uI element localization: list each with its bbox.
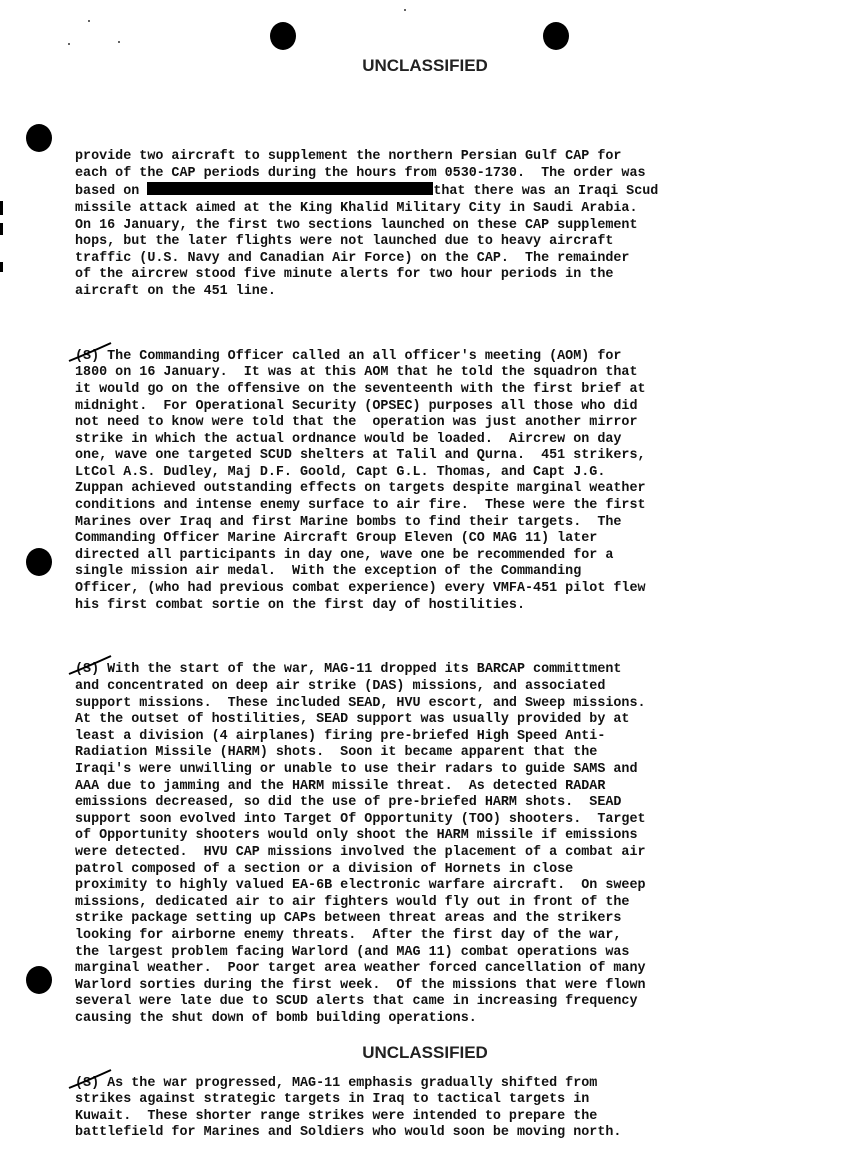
text-line: support soon evolved into Target Of Opportunity (TOO) shooters. Target bbox=[75, 811, 646, 827]
paragraph-first-line: The Commanding Officer called an all officer's meeting (AOM) for bbox=[99, 348, 622, 364]
strike-through-mark bbox=[69, 654, 113, 676]
text-line: proximity to highly valued EA-6B electronic warfare aircraft. On sweep bbox=[75, 878, 646, 894]
strike-through-mark bbox=[69, 341, 113, 363]
text-line: missile attack aimed at the King Khalid Military City in Saudi Arabia. bbox=[75, 200, 638, 216]
text-line: missions, dedicated air to air fighters would fly out in front of the bbox=[75, 894, 630, 910]
text-line: his first combat sortie on the first day of hostilities. bbox=[75, 597, 525, 613]
classification-footer: UNCLASSIFIED bbox=[362, 1043, 488, 1062]
text-line: Iraqi's were unwilling or unable to use their radars to guide SAMS and bbox=[75, 761, 638, 777]
text-line: LtCol A.S. Dudley, Maj D.F. Goold, Capt G.L. Thomas, and Capt J.G. bbox=[75, 464, 606, 480]
paragraph-first-line: With the start of the war, MAG-11 dropped its BARCAP committment bbox=[99, 662, 622, 678]
scan-speck bbox=[404, 9, 406, 11]
text-line: Zuppan achieved outstanding effects on targets despite marginal weather bbox=[75, 481, 646, 497]
text-line: traffic (U.S. Navy and Canadian Air Force) on the CAP. The remainder bbox=[75, 250, 630, 266]
strike-through-mark bbox=[69, 1068, 113, 1090]
paragraph-3 bbox=[75, 662, 795, 1027]
scan-speck bbox=[88, 20, 90, 22]
text-line: each of the CAP periods during the hours from 0530-1730. The order was bbox=[75, 165, 646, 181]
text-line: Marines over Iraq and first Marine bombs to find their targets. The bbox=[75, 514, 622, 530]
struck-classification-marking: (S) bbox=[75, 662, 99, 679]
paragraph-2 bbox=[75, 349, 795, 615]
text-line: the largest problem facing Warlord (and MAG 11) combat operations was bbox=[75, 944, 630, 960]
text-line: several were late due to SCUD alerts that came in increasing frequency bbox=[75, 994, 638, 1010]
text-line: AAA due to jamming and the HARM missile threat. As detected RADAR bbox=[75, 778, 606, 794]
scan-speck bbox=[68, 43, 70, 45]
struck-classification-marking: (S) bbox=[75, 349, 99, 366]
document-body bbox=[75, 116, 795, 1174]
text-line: conditions and intense enemy surface to air fire. These were the first bbox=[75, 498, 646, 514]
text-line: strike package setting up CAPs between threat areas and the strikers bbox=[75, 911, 622, 927]
redaction-block bbox=[147, 182, 433, 195]
text-line: it would go on the offensive on the seventeenth with the first brief at bbox=[75, 381, 646, 397]
text-line: 1800 on 16 January. It was at this AOM that he told the squadron that bbox=[75, 365, 638, 381]
change-bar bbox=[0, 223, 3, 235]
text-line-start: based on bbox=[75, 184, 148, 200]
text-line: Warlord sorties during the first week. Of the missions that were flown bbox=[75, 977, 646, 993]
struck-classification-marking: (S) bbox=[75, 1076, 99, 1093]
text-line: battlefield for Marines and Soldiers who would soon be moving north. bbox=[75, 1125, 622, 1141]
text-line: directed all participants in day one, wave one be recommended for a bbox=[75, 547, 614, 563]
scan-speck bbox=[118, 41, 120, 43]
text-line: hops, but the later flights were not launched due to heavy aircraft bbox=[75, 234, 614, 250]
text-line: and concentrated on deep air strike (DAS) missions, and associated bbox=[75, 679, 606, 694]
text-line: emissions decreased, so did the use of pre-briefed HARM shots. SEAD bbox=[75, 795, 622, 811]
text-line: single mission air medal. With the exception of the Commanding bbox=[75, 564, 582, 580]
text-line: Kuwait. These shorter range strikes were intended to prepare the bbox=[75, 1108, 598, 1124]
punch-hole-margin-1 bbox=[26, 124, 52, 152]
paragraph-1 bbox=[75, 149, 795, 300]
text-line: support missions. These included SEAD, HVU escort, and Sweep missions. bbox=[75, 695, 646, 711]
text-line: of the aircrew stood five minute alerts for two hour periods in the bbox=[75, 267, 614, 283]
classification-header: UNCLASSIFIED bbox=[362, 56, 488, 75]
text-line: patrol composed of a section or a division of Hornets in close bbox=[75, 861, 574, 877]
text-line: At the outset of hostilities, SEAD support was usually provided by at bbox=[75, 712, 630, 728]
text-line: provide two aircraft to supplement the northern Persian Gulf CAP for bbox=[75, 149, 622, 165]
punch-hole-margin-3 bbox=[26, 966, 52, 994]
punch-hole-margin-2 bbox=[26, 548, 52, 576]
punch-hole-top-left bbox=[270, 22, 296, 50]
text-line: looking for airborne enemy threats. After the first day of the war, bbox=[75, 927, 622, 943]
text-line: strike in which the actual ordnance would be loaded. Aircrew on day bbox=[75, 431, 622, 447]
text-line: Commanding Officer Marine Aircraft Group Eleven (CO MAG 11) later bbox=[75, 531, 598, 547]
text-line: aircraft on the 451 line. bbox=[75, 283, 276, 299]
text-line: midnight. For Operational Security (OPSEC) purposes all those who did bbox=[75, 398, 638, 414]
text-line: On 16 January, the first two sections launched on these CAP supplement bbox=[75, 217, 638, 233]
paragraph-first-line: As the war progressed, MAG-11 emphasis gradually shifted from bbox=[99, 1075, 598, 1091]
text-line: causing the shut down of bomb building operations. bbox=[75, 1010, 477, 1026]
paragraph-4 bbox=[75, 1076, 795, 1142]
text-line: one, wave one targeted SCUD shelters at Talil and Qurna. 451 strikers, bbox=[75, 448, 646, 464]
text-line: Officer, (who had previous combat experience) every VMFA-451 pilot flew bbox=[75, 581, 646, 597]
text-line: were detected. HVU CAP missions involved the placement of a combat air bbox=[75, 844, 646, 860]
text-line: not need to know were told that the operation was just another mirror bbox=[75, 415, 638, 431]
text-line: strikes against strategic targets in Iraq to tactical targets in bbox=[75, 1092, 590, 1108]
punch-hole-top-right bbox=[543, 22, 569, 50]
text-line: Radiation Missile (HARM) shots. Soon it became apparent that the bbox=[75, 745, 598, 761]
text-line: marginal weather. Poor target area weather forced cancellation of many bbox=[75, 961, 646, 977]
text-line: of Opportunity shooters would only shoot the HARM missile if emissions bbox=[75, 828, 638, 844]
change-bar bbox=[0, 262, 3, 272]
text-line-end: that there was an Iraqi Scud bbox=[433, 184, 659, 200]
text-line: least a division (4 airplanes) firing pre-briefed High Speed Anti- bbox=[75, 728, 606, 744]
change-bar bbox=[0, 201, 3, 215]
